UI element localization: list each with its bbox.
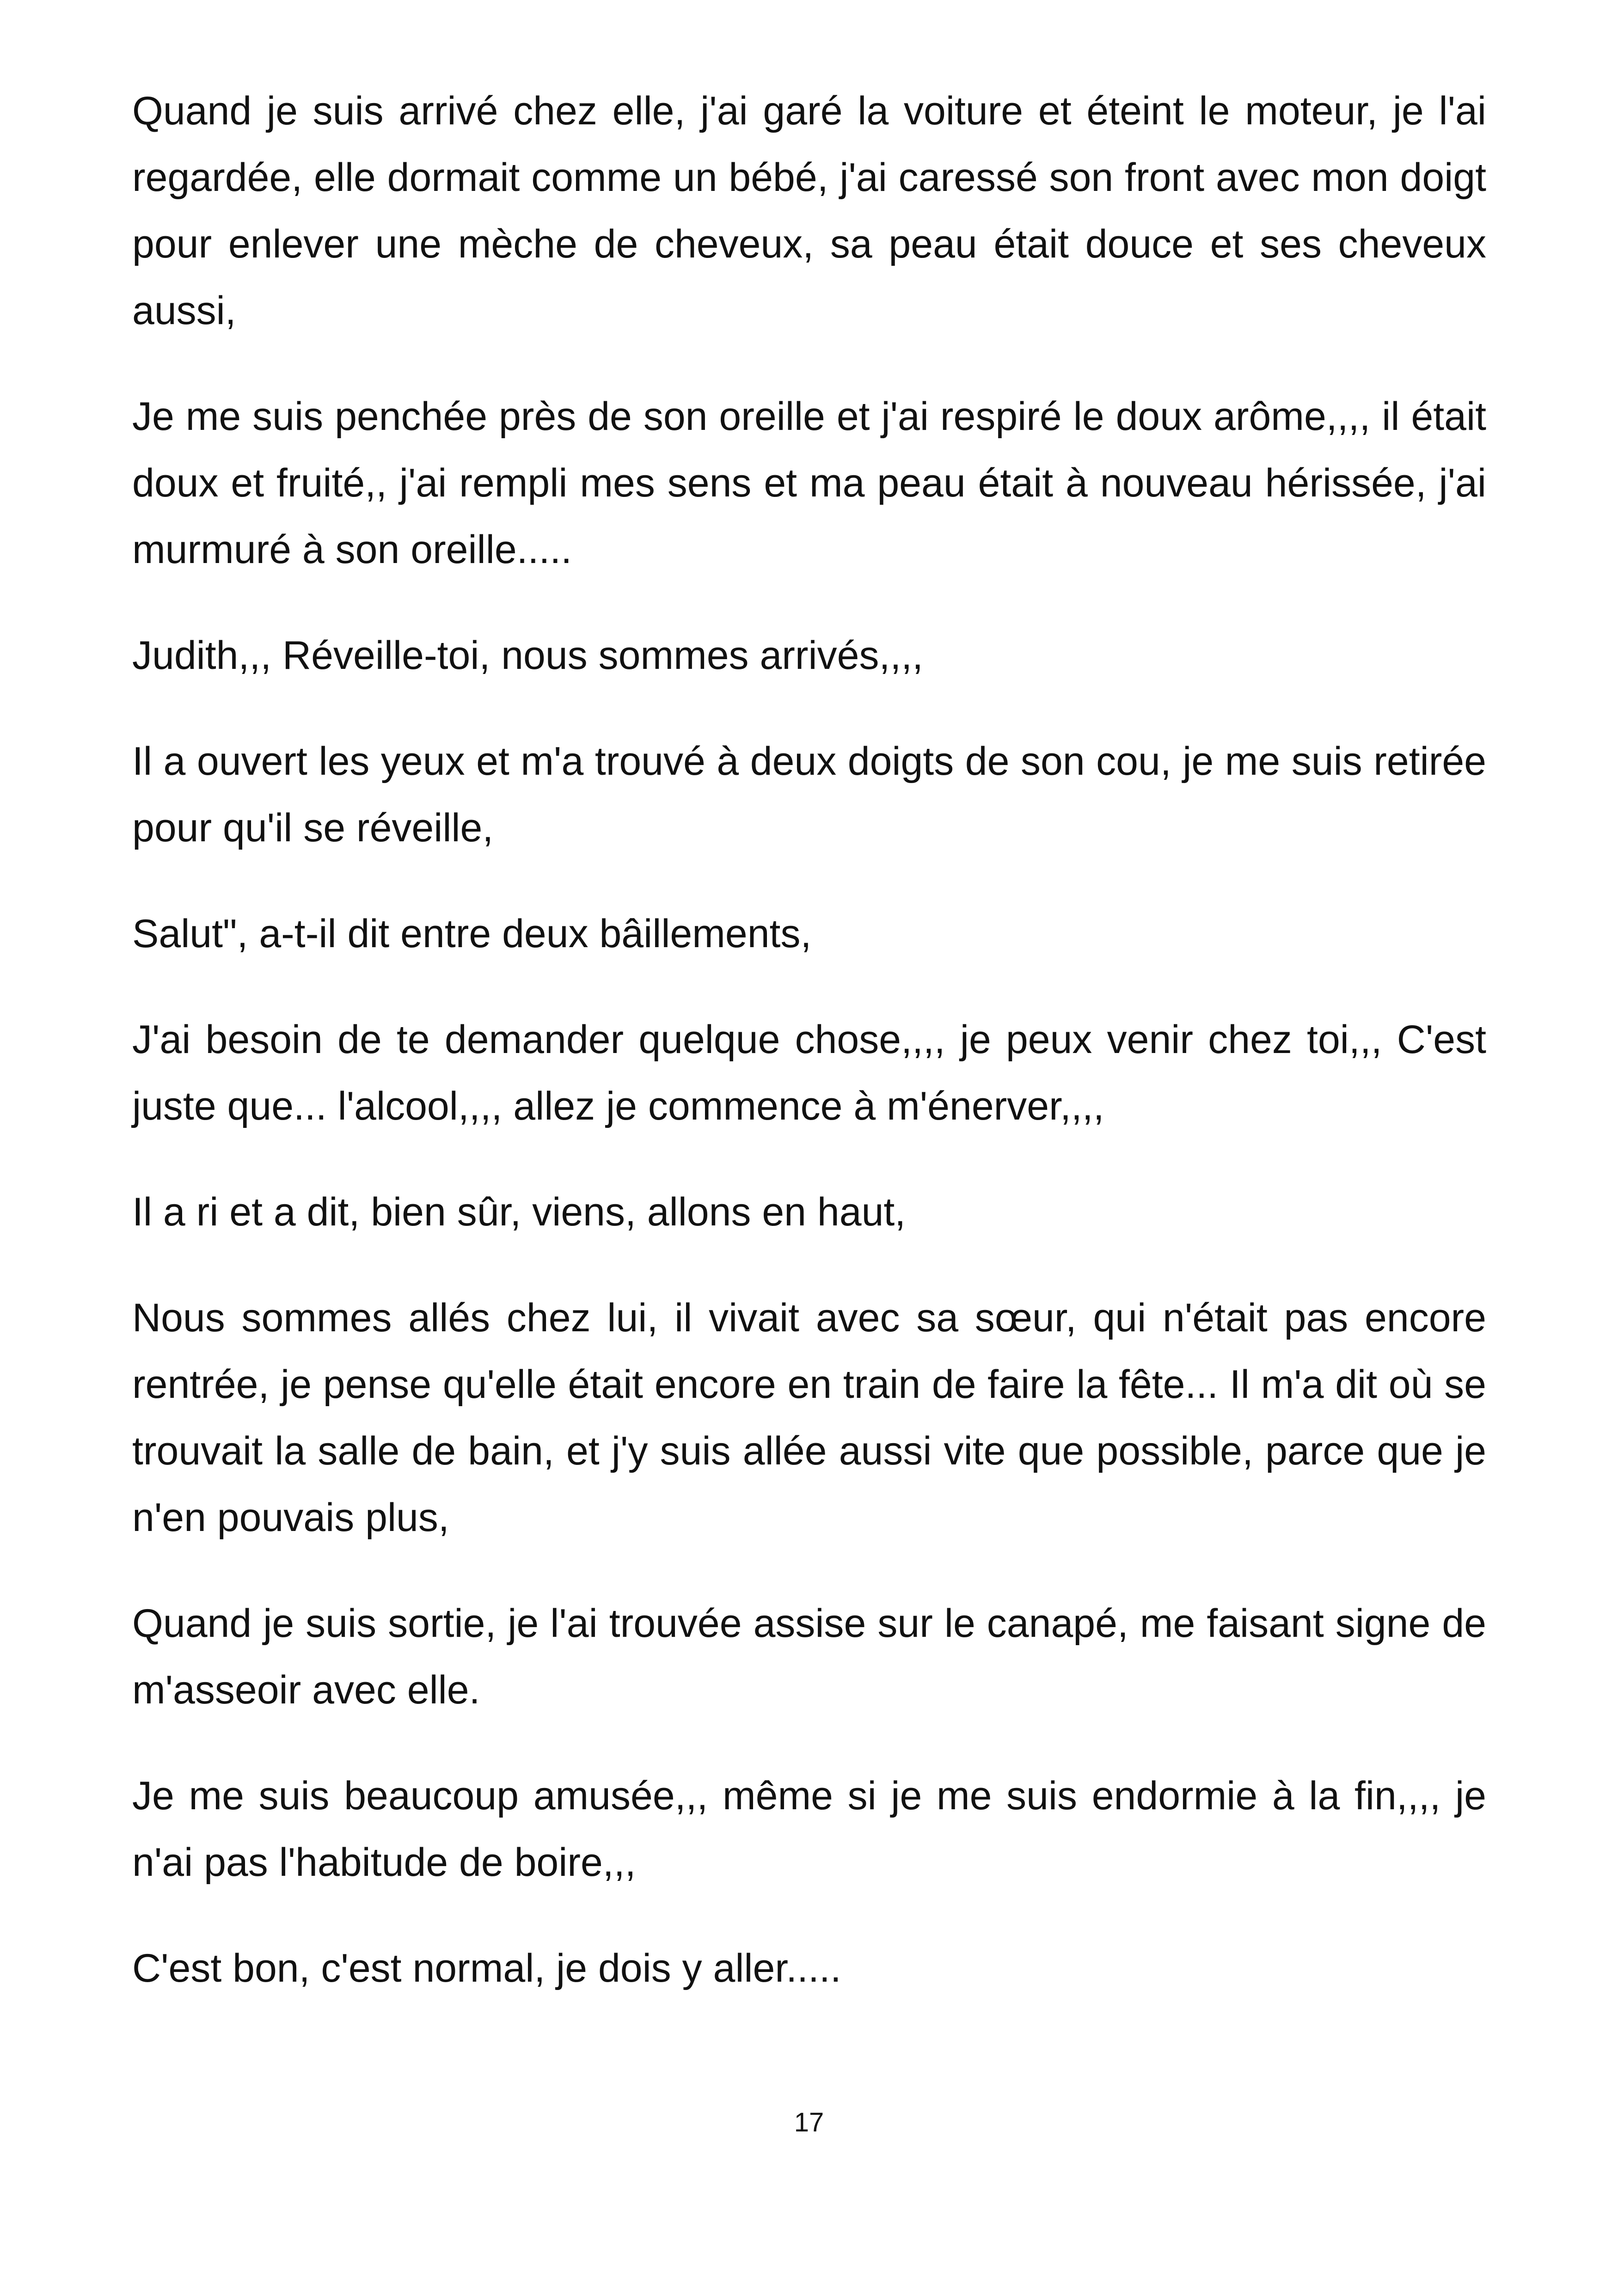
paragraph-3: Judith,,, Réveille-toi, nous sommes arrivés,,,,: [132, 633, 924, 678]
paragraph-5: Salut", a-t-il dit entre deux bâillements,: [132, 912, 812, 956]
paragraph-4: Il a ouvert les yeux et m'a trouvé à deux doigts de son cou, je me suis retirée pour qu'il se réveille,: [132, 739, 1486, 850]
paragraph-11: C'est bon, c'est normal, je dois y aller.....: [132, 1946, 841, 1990]
page-number: 17: [794, 2107, 824, 2137]
body-text: [132, 78, 1486, 2002]
paragraph-9: Quand je suis sortie, je l'ai trouvée assise sur le canapé, me faisant signe de m'asseoir avec elle.: [132, 1601, 1486, 1712]
paragraph-7: Il a ri et a dit, bien sûr, viens, allons en haut,: [132, 1190, 906, 1234]
paragraph-6: J'ai besoin de te demander quelque chose,,,, je peux venir chez toi,,, C'est juste que... l'alcool,,,, allez je commence à m'énerver,,,,: [132, 1017, 1486, 1128]
paragraph-10: Je me suis beaucoup amusée,,, même si je me suis endormie à la fin,,,, je n'ai pas l'habitude de boire,,,: [132, 1774, 1486, 1885]
paragraph-1: Quand je suis arrivé chez elle, j'ai garé la voiture et éteint le moteur, je l'ai regardée, elle dormait comme un bébé, j'ai caressé son front avec mon doigt pour enlever une mèche de cheveux, sa peau était douce et ses cheveux aussi,: [132, 89, 1486, 333]
paragraph-8: Nous sommes allés chez lui, il vivait avec sa sœur, qui n'était pas encore rentrée, je pense qu'elle était encore en train de faire la fête... Il m'a dit où se trouvait la salle de bain, et j'y suis allée aussi vite que possible, parce que je n'en pouvais plus,: [132, 1296, 1486, 1540]
paragraph-2: Je me suis penchée près de son oreille et j'ai respiré le doux arôme,,,, il était doux et fruité,, j'ai rempli mes sens et ma peau était à nouveau hérissée, j'ai murmuré à son oreille.....: [132, 394, 1486, 572]
